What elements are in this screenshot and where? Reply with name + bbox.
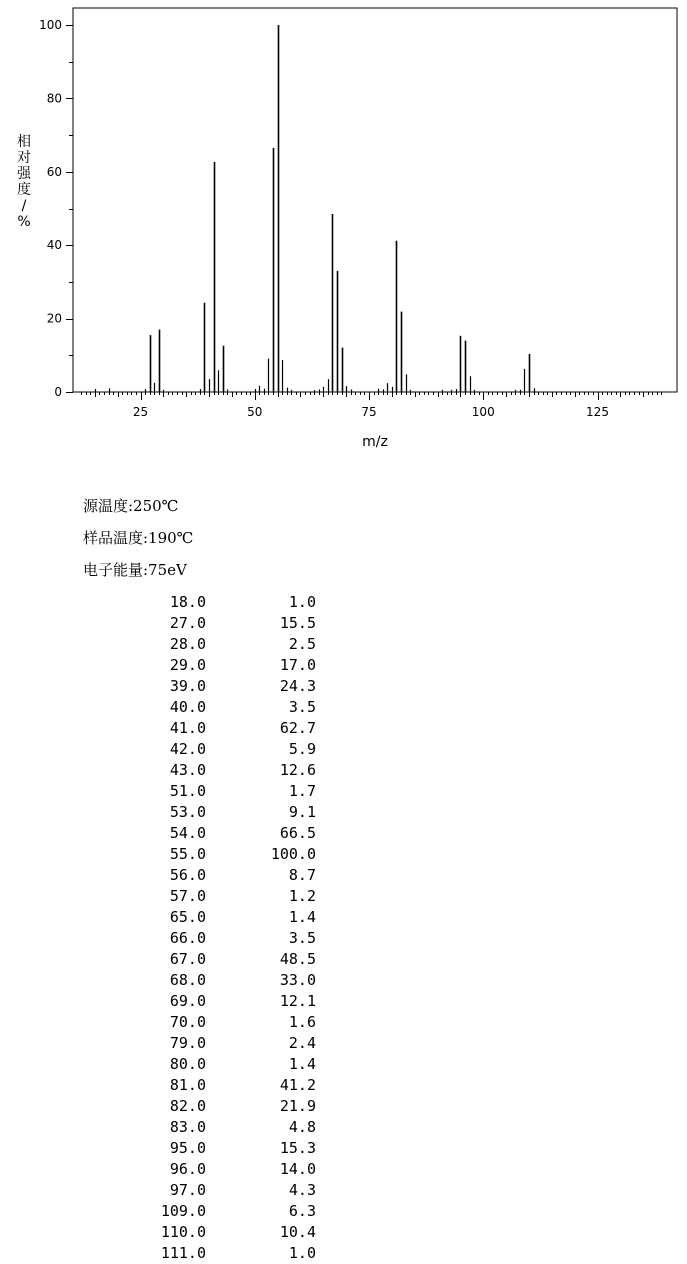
- peak-mz: 110.0: [160, 1223, 206, 1241]
- peak-mz: 43.0: [169, 761, 206, 779]
- y-tick-label: 60: [46, 164, 62, 179]
- peak-mz: 41.0: [169, 719, 206, 737]
- electron-energy: 电子能量:75eV: [83, 561, 187, 579]
- y-tick-label: 0: [54, 385, 62, 399]
- y-axis-label-char: 相: [17, 134, 31, 150]
- peak-intensity: 66.5: [279, 824, 316, 842]
- y-tick-label: 40: [46, 238, 62, 253]
- peak-intensity: 21.9: [279, 1097, 316, 1115]
- peak-intensity: 10.4: [279, 1223, 316, 1241]
- y-axis-label-char: %: [17, 214, 31, 230]
- peak-intensity: 1.7: [288, 782, 316, 800]
- peak-mz: 67.0: [169, 950, 206, 968]
- peak-intensity: 3.5: [288, 698, 316, 716]
- peak-mz: 18.0: [169, 593, 206, 611]
- peak-mz: 40.0: [169, 698, 206, 716]
- peak-intensity: 1.0: [288, 1244, 316, 1262]
- x-tick-label: 100: [471, 405, 495, 419]
- y-tick-label: 20: [46, 311, 62, 326]
- peak-intensity: 100.0: [270, 845, 316, 863]
- x-tick-label: 25: [132, 405, 149, 419]
- peak-mz: 51.0: [169, 782, 206, 800]
- peak-mz: 81.0: [169, 1076, 206, 1094]
- peak-intensity: 1.4: [288, 908, 316, 926]
- peak-intensity: 12.1: [279, 992, 316, 1010]
- peak-intensity: 15.5: [279, 614, 316, 632]
- peak-mz: 109.0: [160, 1202, 206, 1220]
- peak-intensity: 48.5: [279, 950, 316, 968]
- peak-intensity: 1.0: [288, 593, 316, 611]
- peak-mz: 28.0: [169, 635, 206, 653]
- peak-mz: 55.0: [169, 845, 206, 863]
- x-axis: [82, 392, 662, 419]
- y-axis-label-char: 强: [17, 166, 31, 182]
- peak-mz: 66.0: [169, 929, 206, 947]
- peak-mz: 83.0: [169, 1118, 206, 1136]
- peak-mz: 82.0: [169, 1097, 206, 1115]
- plot-frame: [73, 8, 677, 392]
- y-axis-label-char: 度: [17, 182, 31, 198]
- peak-mz: 80.0: [169, 1055, 206, 1073]
- peak-mz: 111.0: [160, 1244, 206, 1262]
- peak-mz: 42.0: [169, 740, 206, 758]
- source-temperature: 源温度:250℃: [83, 497, 179, 515]
- peak-mz: 29.0: [169, 656, 206, 674]
- y-axis: [39, 18, 73, 399]
- peak-intensity: 41.2: [279, 1076, 316, 1094]
- peak-mz: 53.0: [169, 803, 206, 821]
- peak-mz: 54.0: [169, 824, 206, 842]
- peak-intensity: 33.0: [279, 971, 316, 989]
- peak-intensity: 1.2: [288, 887, 316, 905]
- x-axis-label: m/z: [362, 434, 388, 450]
- peak-mz: 70.0: [169, 1013, 206, 1031]
- peak-intensity: 4.3: [288, 1181, 316, 1199]
- x-tick-label: 75: [361, 405, 377, 419]
- peak-mz: 65.0: [169, 908, 206, 926]
- peak-intensity: 4.8: [288, 1118, 316, 1136]
- peak-intensity: 1.4: [288, 1055, 316, 1073]
- peak-mz: 39.0: [169, 677, 206, 695]
- peak-intensity: 9.1: [288, 803, 316, 821]
- sample-temperature: 样品温度:190℃: [83, 529, 194, 547]
- peak-mz: 68.0: [169, 971, 206, 989]
- peak-intensity: 24.3: [279, 677, 316, 695]
- peak-mz: 95.0: [169, 1139, 206, 1157]
- peak-intensity: 17.0: [279, 656, 316, 674]
- y-axis-label-char: /: [21, 198, 27, 214]
- peak-mz: 57.0: [169, 887, 206, 905]
- peak-intensity: 6.3: [288, 1202, 316, 1220]
- peak-intensity: 62.7: [279, 719, 316, 737]
- peak-intensity: 15.3: [279, 1139, 316, 1157]
- peak-mz: 27.0: [169, 614, 206, 632]
- peak-intensity: 3.5: [288, 929, 316, 947]
- peak-intensity: 2.5: [288, 635, 316, 653]
- x-tick-label: 50: [247, 405, 263, 419]
- y-tick-label: 100: [39, 18, 62, 32]
- y-tick-label: 80: [46, 91, 62, 106]
- peak-mz: 69.0: [169, 992, 206, 1010]
- peak-mz: 56.0: [169, 866, 206, 884]
- peak-mz: 79.0: [169, 1034, 206, 1052]
- spectrum-bars: [96, 25, 535, 392]
- peak-intensity: 2.4: [288, 1034, 316, 1052]
- y-axis-label: [17, 133, 32, 230]
- mass-spectrum-chart: [0, 0, 687, 460]
- peak-mz: 96.0: [169, 1160, 206, 1178]
- peak-intensity: 8.7: [288, 866, 316, 884]
- y-axis-label-char: 对: [17, 150, 31, 166]
- peak-intensity: 14.0: [279, 1160, 316, 1178]
- peak-mz: 97.0: [169, 1181, 206, 1199]
- peak-intensity: 5.9: [288, 740, 316, 758]
- x-tick-label: 125: [586, 405, 609, 419]
- peak-intensity: 1.6: [288, 1013, 316, 1031]
- peak-intensity: 12.6: [279, 761, 316, 779]
